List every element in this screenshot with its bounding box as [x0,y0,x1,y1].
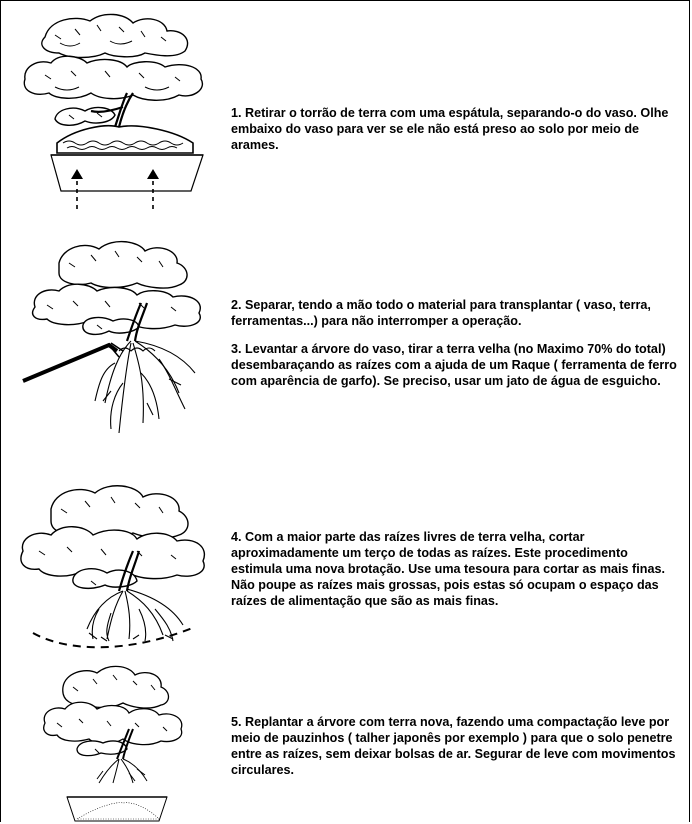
bonsai-in-pot-icon [15,7,215,212]
step-4-text: 4. Com a maior parte das raízes livres de terra velha, cortar aproximadamente um terço de todas as raízes. Este procedimento estimula uma nova brotação. Use uma tesoura para cortar as mais finas. Não poupe as raízes mais grossas, pois estas só ocupam o espaço das raízes de alimentação que são as mais finas. [231,530,665,608]
step-1-text: 1. Retirar o torrão de terra com uma espátula, separando-o do vaso. Olhe embaixo do vaso para ver se ele não está preso ao solo por meio de arames. [231,106,669,152]
bonsai-replanting-icon [37,661,197,823]
step-3-text: 3. Levantar a árvore do vaso, tirar a terra velha (no Maximo 70% do total) desembaraçando as raízes com a ajuda de um Raque ( ferramenta de ferro com aparência de garfo). Se preciso, usar um jato de água de esguicho. [231,342,677,388]
bonsai-roots-rake-icon [19,233,219,443]
step-2-text: 2. Separar, tendo a mão todo o material para transplantar ( vaso, terra, ferramentas...) para não interromper a operação. [231,298,651,328]
bonsai-root-pruning-icon [15,479,215,659]
step-5-text: 5. Replantar a árvore com terra nova, fazendo uma compactação leve por meio de pauzinhos ( talher japonês por exemplo ) para que o solo penetre entre as raízes, sem deixar bolsas de ar. Segurar de leve com movimentos circulares. [231,715,676,777]
